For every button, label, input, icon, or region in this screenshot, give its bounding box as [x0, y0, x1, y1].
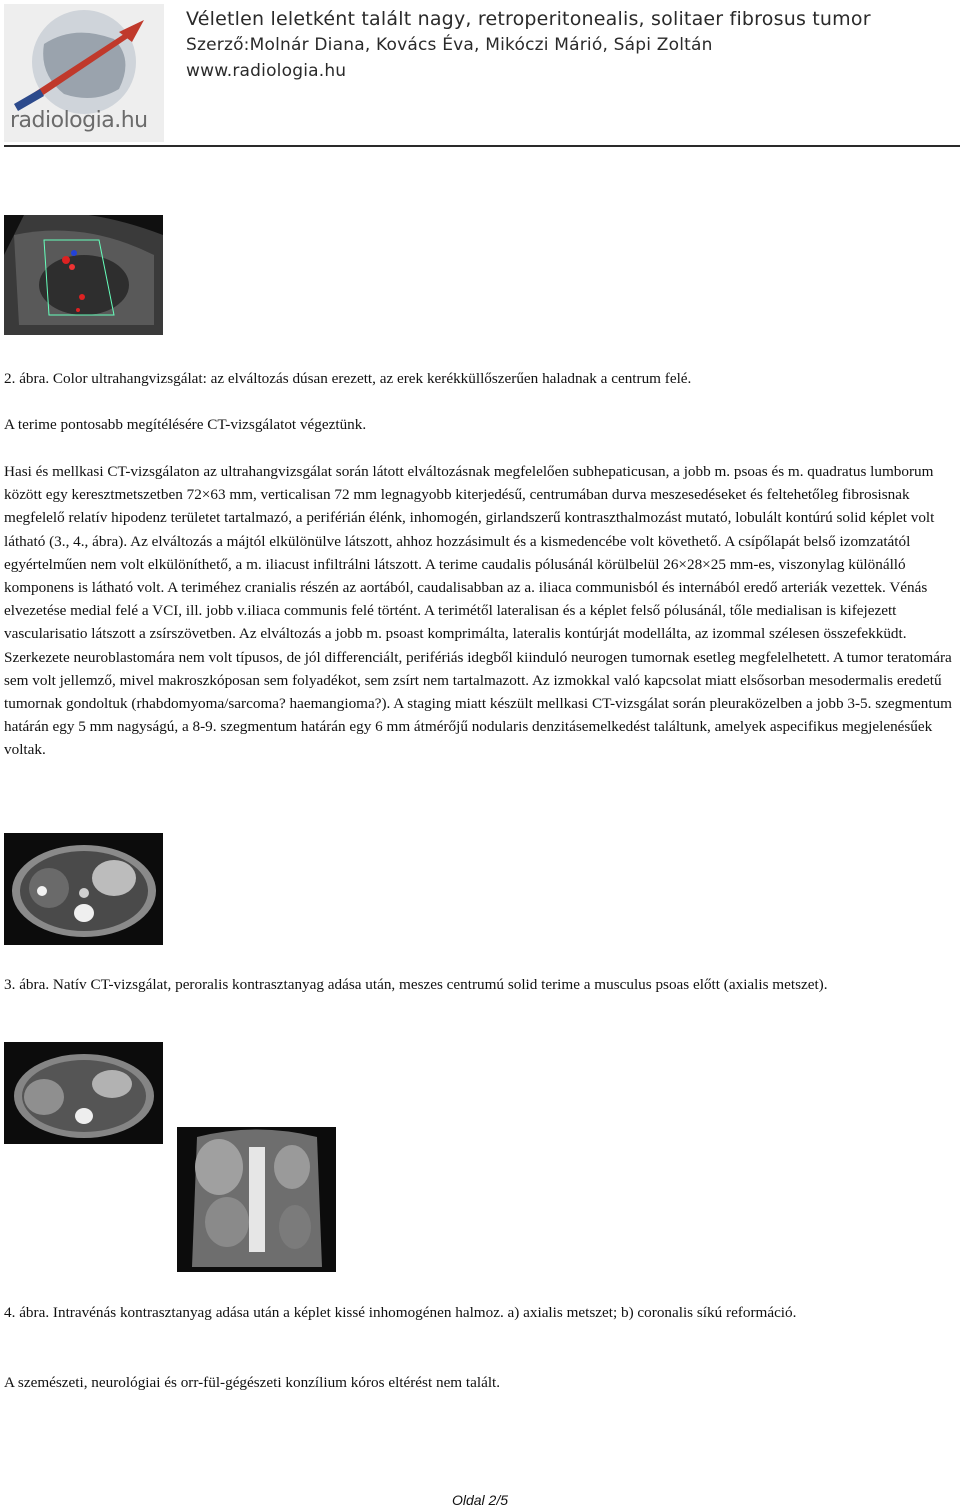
ultrasound-image [4, 215, 163, 335]
site-logo [4, 4, 164, 142]
ct-axial-contrast-image [4, 1042, 163, 1144]
figure-3-caption: 3. ábra. Natív CT-vizsgálat, peroralis kontrasztanyag adása után, meszes centrumú solid terime a musculus psoas előtt (axialis metszet). [4, 976, 828, 993]
paragraph-consult: A szemészeti, neurológiai és orr-fül-gégészeti konzílium kóros eltérést nem talált. [4, 1374, 501, 1391]
ct-axial-native-image [4, 833, 163, 945]
paragraph-ct-intro: A terime pontosabb megítélésére CT-vizsgálatot végeztünk. [4, 416, 367, 433]
header-block [186, 6, 871, 84]
header-divider [4, 145, 960, 147]
ct-coronal-image [177, 1127, 336, 1272]
paragraph-ct-findings: Hasi és mellkasi CT-vizsgálaton az ultrahangvizsgálat során látott elváltozásnak megfelelően subhepaticusan, a jobb m. psoas és m. quadratus lumborum között egy keresztmetszetben 72×63 mm, verticalisan 72 mm legnagyobb kiterjedésű, centrumában durva meszesedéseket és feltehetőleg fibrosisnak megfelelő relatív hipodenz területet tartalmazó, a periférián élénk, inhomogén, girlandszerű kontraszthalmozást mutató, lobulált kontúrú solid képlet volt látható (3., 4., ábra). Az elváltozás a májtól elkülönülve látszott, ahhoz hozzásimult és a kismedencébe volt követhető. A csípőlapát belső izomzatától egyértelműen nem volt elkülöníthető, a m. iliacust infiltrálni látszott. A terime caudalis pólusánál körülbelül 26×28×25 mm-es, viszonylag különálló komponens is látható volt. A teriméhez cranialis részén az aortából, caudalisabban az a. iliaca communisból és internából eredő arteriák vezettek. Vénás elvezetése medial felé a VCI, ill. jobb v.iliaca communis felé történt. A terimétől lateralisan és a képlet felső pólusánál, tőle medialisan is kifejezett vascularisatio látszott a zsírszövetben. Az elváltozás a jobb m. psoast komprimálta, lateralis kontúrját modellálta, az izommal szélesen összefekküdt. Szerkezete neuroblastomára nem volt típusos, de jól differenciált, perifériás idegből kiinduló neurogen tumornak esetleg megfelelhetett. A tumor teratomára sem volt jellemző, mivel makroszkóposan sem folyadékot, sem zsírt nem tartalmazott. Az izmokkal való kapcsolat miatt elsősorban mesodermalis eredetű tumornak gondoltuk (rhabdomyoma/sarcoma? haemangioma?). A staging miatt készült mellkasi CT-vizsgálat során pleuraközelben a jobb 3-5. szegmentum határán egy 5 mm nagyságú, a 8-9. szegmentum határán egy 6 mm átmérőjű nodularis denzitásemelkedést találtunk, amelyek aspecifikus megjelenésűek voltak. [4, 463, 952, 759]
page-number: Oldal 2/5 [451, 1492, 509, 1508]
figure-2-caption: 2. ábra. Color ultrahangvizsgálat: az elváltozás dúsan erezett, az erek kerékküllőszerűen haladnak a centrum felé. [4, 370, 692, 387]
logo-text: radiologia.hu [10, 108, 148, 133]
website-link[interactable]: www.radiologia.hu [186, 61, 347, 81]
document-title: Véletlen leletként talált nagy, retroperitonealis, solitaer fibrosus tumor [186, 8, 871, 30]
figure-4-caption: 4. ábra. Intravénás kontrasztanyag adása után a képlet kissé inhomogénen halmoz. a) axialis metszet; b) coronalis síkú reformáció. [4, 1304, 797, 1321]
authors-line: Szerző:Molnár Diana, Kovács Éva, Mikóczi Márió, Sápi Zoltán [186, 35, 713, 55]
